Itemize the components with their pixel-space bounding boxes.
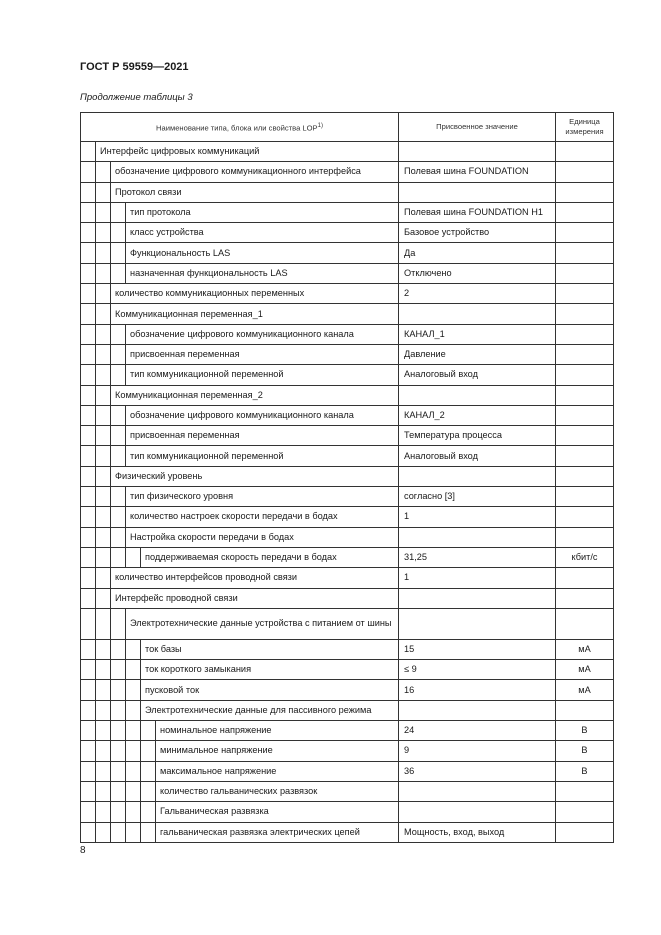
indent-cell: [81, 304, 96, 324]
indent-cell: [111, 344, 126, 364]
indent-cell: [81, 660, 96, 680]
indent-cell: [81, 162, 96, 182]
indent-cell: [81, 426, 96, 446]
property-unit: [556, 223, 614, 243]
indent-cell: [126, 781, 141, 801]
property-value: [399, 466, 556, 486]
property-unit: [556, 700, 614, 720]
property-value: [399, 802, 556, 822]
indent-cell: [81, 507, 96, 527]
property-name: Коммуникационная переменная_1: [111, 304, 399, 324]
indent-cell: [96, 243, 111, 263]
property-name: Гальваническая развязка: [156, 802, 399, 822]
table-row: [81, 385, 614, 405]
table-row: [81, 344, 614, 364]
indent-cell: [81, 608, 96, 639]
property-value: 16: [399, 680, 556, 700]
indent-cell: [81, 202, 96, 222]
property-unit: [556, 466, 614, 486]
property-value: 36: [399, 761, 556, 781]
indent-cell: [81, 385, 96, 405]
indent-cell: [81, 243, 96, 263]
indent-cell: [126, 721, 141, 741]
property-value: [399, 700, 556, 720]
table-row: [81, 426, 614, 446]
property-unit: В: [556, 761, 614, 781]
property-value: КАНАЛ_1: [399, 324, 556, 344]
indent-cell: [81, 344, 96, 364]
table-row: [81, 802, 614, 822]
property-value: 1: [399, 507, 556, 527]
property-unit: В: [556, 741, 614, 761]
property-value: [399, 588, 556, 608]
table-row: [81, 263, 614, 283]
property-value: 2: [399, 284, 556, 304]
property-unit: [556, 243, 614, 263]
property-value: [399, 182, 556, 202]
indent-cell: [126, 639, 141, 659]
indent-cell: [96, 568, 111, 588]
indent-cell: [111, 223, 126, 243]
property-value: [399, 608, 556, 639]
property-unit: мА: [556, 660, 614, 680]
properties-table: [80, 112, 614, 843]
indent-cell: [96, 304, 111, 324]
indent-cell: [81, 487, 96, 507]
property-value: Аналоговый вход: [399, 365, 556, 385]
table-row: [81, 466, 614, 486]
indent-cell: [126, 822, 141, 842]
property-name: количество интерфейсов проводной связи: [111, 568, 399, 588]
property-value: 1: [399, 568, 556, 588]
property-unit: [556, 568, 614, 588]
property-value: 31,25: [399, 547, 556, 567]
indent-cell: [81, 639, 96, 659]
table-row: [81, 608, 614, 639]
table-row: [81, 243, 614, 263]
property-value: [399, 142, 556, 162]
table-row: [81, 304, 614, 324]
property-unit: мА: [556, 639, 614, 659]
table-row: [81, 547, 614, 567]
indent-cell: [96, 223, 111, 243]
property-name: ток базы: [141, 639, 399, 659]
indent-cell: [126, 700, 141, 720]
indent-cell: [96, 761, 111, 781]
indent-cell: [111, 781, 126, 801]
indent-cell: [111, 365, 126, 385]
indent-cell: [141, 761, 156, 781]
indent-cell: [96, 466, 111, 486]
indent-cell: [126, 761, 141, 781]
document-code: ГОСТ Р 59559—2021: [80, 61, 189, 73]
indent-cell: [111, 202, 126, 222]
property-unit: [556, 608, 614, 639]
table-row: [81, 202, 614, 222]
indent-cell: [81, 527, 96, 547]
property-name: пусковой ток: [141, 680, 399, 700]
table-row: [81, 639, 614, 659]
property-value: Давление: [399, 344, 556, 364]
property-value: ≤ 9: [399, 660, 556, 680]
indent-cell: [141, 781, 156, 801]
property-unit: [556, 487, 614, 507]
indent-cell: [96, 365, 111, 385]
property-name: Физический уровень: [111, 466, 399, 486]
indent-cell: [81, 223, 96, 243]
indent-cell: [111, 324, 126, 344]
indent-cell: [81, 822, 96, 842]
indent-cell: [81, 547, 96, 567]
indent-cell: [96, 741, 111, 761]
property-unit: [556, 202, 614, 222]
property-unit: [556, 162, 614, 182]
indent-cell: [96, 446, 111, 466]
indent-cell: [81, 721, 96, 741]
indent-cell: [126, 547, 141, 567]
indent-cell: [81, 781, 96, 801]
table-row: [81, 741, 614, 761]
indent-cell: [111, 761, 126, 781]
table-row: [81, 568, 614, 588]
property-name: поддерживаемая скорость передачи в бодах: [141, 547, 399, 567]
property-name: Электротехнические данные устройства с питанием от шины: [126, 608, 399, 639]
table-row: [81, 182, 614, 202]
indent-cell: [126, 660, 141, 680]
table-row: [81, 507, 614, 527]
property-name: тип протокола: [126, 202, 399, 222]
property-name: ток короткого замыкания: [141, 660, 399, 680]
table-row: [81, 487, 614, 507]
property-unit: [556, 324, 614, 344]
indent-cell: [111, 507, 126, 527]
property-value: Полевая шина FOUNDATION: [399, 162, 556, 182]
indent-cell: [96, 426, 111, 446]
indent-cell: [96, 822, 111, 842]
property-unit: [556, 822, 614, 842]
indent-cell: [81, 588, 96, 608]
indent-cell: [81, 405, 96, 425]
indent-cell: [141, 822, 156, 842]
property-value: [399, 781, 556, 801]
indent-cell: [96, 639, 111, 659]
table-body: [81, 142, 614, 843]
table-row: [81, 284, 614, 304]
page-number: 8: [80, 845, 86, 856]
property-name: номинальное напряжение: [156, 721, 399, 741]
column-header-unit: Единица измерения: [556, 113, 614, 142]
indent-cell: [81, 142, 96, 162]
property-name: гальваническая развязка электрических цепей: [156, 822, 399, 842]
indent-cell: [96, 202, 111, 222]
indent-cell: [111, 660, 126, 680]
table-row: [81, 324, 614, 344]
indent-cell: [96, 721, 111, 741]
indent-cell: [111, 263, 126, 283]
indent-cell: [111, 680, 126, 700]
property-name: назначенная функциональность LAS: [126, 263, 399, 283]
indent-cell: [81, 680, 96, 700]
indent-cell: [111, 426, 126, 446]
table-row: [81, 822, 614, 842]
indent-cell: [111, 700, 126, 720]
indent-cell: [111, 446, 126, 466]
property-name: присвоенная переменная: [126, 344, 399, 364]
indent-cell: [81, 761, 96, 781]
indent-cell: [96, 324, 111, 344]
indent-cell: [111, 741, 126, 761]
property-value: Да: [399, 243, 556, 263]
property-value: 15: [399, 639, 556, 659]
indent-cell: [81, 466, 96, 486]
property-unit: [556, 781, 614, 801]
property-value: Температура процесса: [399, 426, 556, 446]
indent-cell: [111, 639, 126, 659]
table-row: [81, 142, 614, 162]
indent-cell: [111, 608, 126, 639]
indent-cell: [141, 741, 156, 761]
property-unit: [556, 284, 614, 304]
property-unit: [556, 182, 614, 202]
table-row: [81, 223, 614, 243]
indent-cell: [111, 243, 126, 263]
indent-cell: [126, 741, 141, 761]
property-unit: [556, 263, 614, 283]
property-value: 9: [399, 741, 556, 761]
indent-cell: [111, 487, 126, 507]
property-unit: [556, 344, 614, 364]
indent-cell: [81, 700, 96, 720]
indent-cell: [81, 741, 96, 761]
property-unit: [556, 507, 614, 527]
property-value: Отключено: [399, 263, 556, 283]
indent-cell: [141, 802, 156, 822]
indent-cell: [81, 365, 96, 385]
indent-cell: [96, 507, 111, 527]
property-unit: [556, 527, 614, 547]
property-name: количество гальванических развязок: [156, 781, 399, 801]
table-row: [81, 761, 614, 781]
property-unit: мА: [556, 680, 614, 700]
property-value: согласно [3]: [399, 487, 556, 507]
indent-cell: [96, 802, 111, 822]
indent-cell: [96, 487, 111, 507]
indent-cell: [96, 182, 111, 202]
property-name: обозначение цифрового коммуникационного канала: [126, 405, 399, 425]
indent-cell: [111, 721, 126, 741]
property-value: Полевая шина FOUNDATION H1: [399, 202, 556, 222]
indent-cell: [96, 608, 111, 639]
property-name: тип коммуникационной переменной: [126, 446, 399, 466]
indent-cell: [96, 527, 111, 547]
indent-cell: [96, 385, 111, 405]
property-unit: [556, 142, 614, 162]
property-name: Электротехнические данные для пассивного режима: [141, 700, 399, 720]
property-name: обозначение цифрового коммуникационного интерфейса: [111, 162, 399, 182]
property-name: Интерфейс проводной связи: [111, 588, 399, 608]
indent-cell: [81, 284, 96, 304]
indent-cell: [81, 182, 96, 202]
property-value: Базовое устройство: [399, 223, 556, 243]
indent-cell: [96, 284, 111, 304]
table-row: [81, 527, 614, 547]
column-header-value: Присвоенное значение: [399, 113, 556, 142]
indent-cell: [96, 781, 111, 801]
property-name: минимальное напряжение: [156, 741, 399, 761]
table-row: [81, 365, 614, 385]
indent-cell: [96, 344, 111, 364]
indent-cell: [126, 680, 141, 700]
property-unit: [556, 365, 614, 385]
indent-cell: [81, 568, 96, 588]
property-value: [399, 527, 556, 547]
indent-cell: [111, 802, 126, 822]
property-name: Настройка скорости передачи в бодах: [126, 527, 399, 547]
table-row: [81, 680, 614, 700]
property-name: Коммуникационная переменная_2: [111, 385, 399, 405]
property-unit: кбит/с: [556, 547, 614, 567]
indent-cell: [96, 588, 111, 608]
property-value: [399, 385, 556, 405]
property-name: Функциональность LAS: [126, 243, 399, 263]
indent-cell: [96, 700, 111, 720]
property-name: максимальное напряжение: [156, 761, 399, 781]
indent-cell: [96, 263, 111, 283]
property-unit: [556, 405, 614, 425]
property-value: [399, 304, 556, 324]
table-continuation-label: Продолжение таблицы 3: [80, 92, 193, 103]
property-name: тип физического уровня: [126, 487, 399, 507]
property-name: количество настроек скорости передачи в бодах: [126, 507, 399, 527]
property-name: обозначение цифрового коммуникационного канала: [126, 324, 399, 344]
indent-cell: [96, 162, 111, 182]
property-value: 24: [399, 721, 556, 741]
property-name: Интерфейс цифровых коммуникаций: [96, 142, 399, 162]
table-row: [81, 446, 614, 466]
table-row: [81, 588, 614, 608]
property-value: КАНАЛ_2: [399, 405, 556, 425]
property-name: Протокол связи: [111, 182, 399, 202]
property-unit: [556, 446, 614, 466]
table-header-row: [81, 113, 614, 142]
indent-cell: [81, 802, 96, 822]
indent-cell: [111, 822, 126, 842]
indent-cell: [111, 527, 126, 547]
property-unit: [556, 426, 614, 446]
property-name: класс устройства: [126, 223, 399, 243]
indent-cell: [81, 446, 96, 466]
table-row: [81, 781, 614, 801]
property-unit: [556, 304, 614, 324]
indent-cell: [81, 324, 96, 344]
table-row: [81, 721, 614, 741]
property-value: Мощность, вход, выход: [399, 822, 556, 842]
indent-cell: [111, 547, 126, 567]
indent-cell: [96, 680, 111, 700]
indent-cell: [96, 660, 111, 680]
property-name: тип коммуникационной переменной: [126, 365, 399, 385]
property-unit: [556, 802, 614, 822]
table-row: [81, 162, 614, 182]
column-header-name: Наименование типа, блока или свойства LOP$^{1)}$: [81, 113, 399, 142]
property-name: количество коммуникационных переменных: [111, 284, 399, 304]
indent-cell: [81, 263, 96, 283]
indent-cell: [96, 547, 111, 567]
table-row: [81, 700, 614, 720]
indent-cell: [141, 721, 156, 741]
property-unit: [556, 385, 614, 405]
indent-cell: [96, 405, 111, 425]
table-row: [81, 405, 614, 425]
indent-cell: [111, 405, 126, 425]
property-unit: [556, 588, 614, 608]
table-row: [81, 660, 614, 680]
property-name: присвоенная переменная: [126, 426, 399, 446]
indent-cell: [126, 802, 141, 822]
property-value: Аналоговый вход: [399, 446, 556, 466]
property-unit: В: [556, 721, 614, 741]
